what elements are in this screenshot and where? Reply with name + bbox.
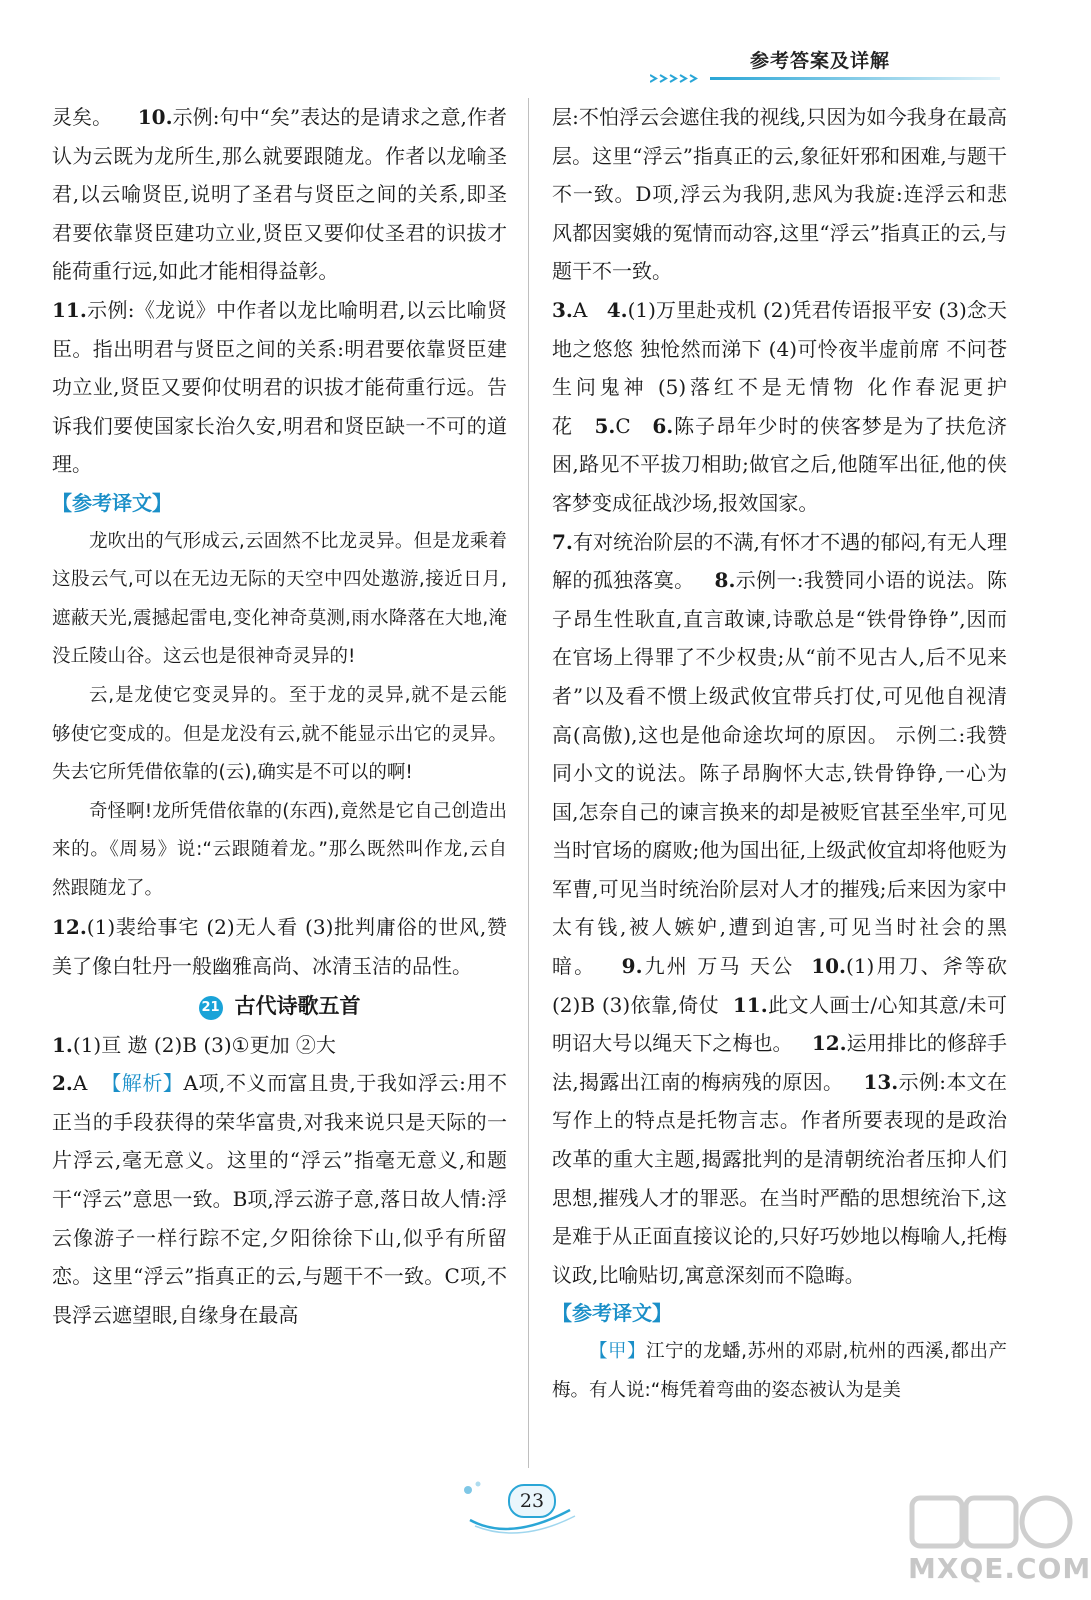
answer-7: 7.有对统治阶层的不满,有怀才不遇的郁闷,有无人理解的孤独落寞。 8.示例一:我赞同小语的说法。陈子昂生性耿直,直言敢谏,诗歌总是“铁骨铮铮”,因而在官场上得罪了不少权贵;从“前不见古人,后不见来者”以及看不惯上级武攸宜带兵打仗,可见他自视清高(高傲),这也是他命途坎坷的原因。 示例二:我赞同小文的说法。陈子昂胸怀大志,铁骨铮铮,一心为国,怎奈自己的谏言换来的却是被贬官甚至坐牢,可见当时官场的腐败;他为国出征,上级武攸宜却将他贬为军曹,可见当时统治阶层对人才的摧残;后来因为家中太有钱,被人嫉妒,遭到迫害,可见当时社会的黑暗。 9.九州 万马 天公 10.(1)用刀、斧等砍 (2)B (3)依靠,倚仗 11.此文人画士/心知其意/未可明诏大号以绳天下之梅也。 12.运用排比的修辞手法,揭露出江南的梅病残的原因。 13.示例:本文在写作上的特点是托物言志。作者所要表现的是政治改革的重大主题,揭露批判的是清朝统治者压抑人们思想,摧残人才的罪恶。在当时严酷的思想统治下,这是难于从正面直接议论的,只好巧妙地以梅喻人,托梅议政,比喻贴切,寓意深刻而不隐晦。 xyxy=(552,529,1008,1287)
header-title: 参考答案及详解 xyxy=(750,50,891,72)
left-column xyxy=(52,98,507,1334)
answer-1: 1.(1)亘 遨 (2)B (3)①更加 ②大 xyxy=(52,1032,336,1057)
translation-para-2: 云,是龙使它变灵异的。至于龙的灵异,就不是云能够使它变成的。但是龙没有云,就不能显示出它的灵异。失去它所凭借依靠的(云),确实是不可以的啊! xyxy=(52,684,507,784)
answer-11: 11.示例:《龙说》中作者以龙比喻明君,以云比喻贤臣。指出明君与贤臣之间的关系:明君要依靠贤臣建功立业,贤臣又要仰仗明君的识拔才能荷重行远。告诉我们要使国家长治久安,明君和贤臣缺一不可的道理。 xyxy=(52,297,507,477)
section-number-badge: 21 xyxy=(199,996,223,1020)
section-title: 21 古代诗歌五首 xyxy=(52,986,507,1026)
answer-10: 灵矣。 10.示例:句中“矣”表达的是请求之意,作者认为云既为龙所生,那么就要跟随龙。作者以龙喻圣君,以云喻贤臣,说明了圣君与贤臣之间的关系,即圣君要依靠贤臣建功立业,贤臣又要仰仗圣君的识拔才能荷重行远,如此才能相得益彰。 xyxy=(52,105,507,284)
answers-3-to-9: 3.A 4.(1)万里赴戎机 (2)凭君传语报平安 (3)念天地之悠悠 独怆然而涕下 (4)可怜夜半虚前席 不问苍生问鬼神 (5)落红不是无情物 化作春泥更护花 5.C 6.陈子昂年少时的侠客梦是为了扶危济困,路见不平拔刀相助;做官之后,他随军出征,他的侠客梦变成征战沙场,报效国家。 xyxy=(552,297,1008,515)
translation-para-1: 龙吹出的气形成云,云固然不比龙灵异。但是龙乘着这股云气,可以在无边无际的天空中四处遨游,接近日月,遮蔽天光,震撼起雷电,变化神奇莫测,雨水降落在大地,淹没丘陵山谷。这云也是很神奇灵异的! xyxy=(52,530,507,668)
column-divider xyxy=(528,98,529,1468)
answer-12: 12.(1)裴给事宅 (2)无人看 (3)批判庸俗的世风,赞美了像白牡丹一般幽雅高尚、冰清玉洁的品性。 xyxy=(52,915,507,979)
translation-para-3: 奇怪啊!龙所凭借依靠的(东西),竟然是它自己创造出来的。《周易》说:“云跟随着龙。”那么既然叫作龙,云自然跟随龙了。 xyxy=(52,800,507,899)
header-decoration xyxy=(650,74,1000,83)
translation-heading-2: 【参考译文】 xyxy=(552,1301,672,1326)
translation-para-4: 【甲】江宁的龙蟠,苏州的邓尉,杭州的西溪,都出产梅。有人说:“梅凭着弯曲的姿态被认为是美 xyxy=(552,1341,1007,1401)
translation-heading: 【参考译文】 xyxy=(52,490,172,515)
page-number: 23 xyxy=(508,1484,556,1518)
answer-2: 2.A 【解析】A项,不义而富且贵,于我如浮云:用不正当的手段获得的荣华富贵,对我来说只是天际的一片浮云,毫无意义。这里的“浮云”指毫无意义,和题干“浮云”意思一致。B项,浮云游子意,落日故人情:浮云像游子一样行踪不定,夕阳徐徐下山,似乎有所留恋。这里“浮云”指真正的云,与题干不一致。C项,不畏浮云遮望眼,自缘身在最高 xyxy=(52,1071,508,1327)
watermark-text: MXQE.COM xyxy=(908,1552,1091,1585)
answer-2-continued: 层:不怕浮云会遮住我的视线,只因为如今我身在最高层。这里“浮云”指真正的云,象征奸邪和困难,与题干不一致。D项,浮云为我阴,悲风为我旋:连浮云和悲风都因窦娥的冤情而动容,这里“浮云”指真正的云,与题干不一致。 xyxy=(552,105,1007,284)
right-column xyxy=(552,98,1007,1410)
